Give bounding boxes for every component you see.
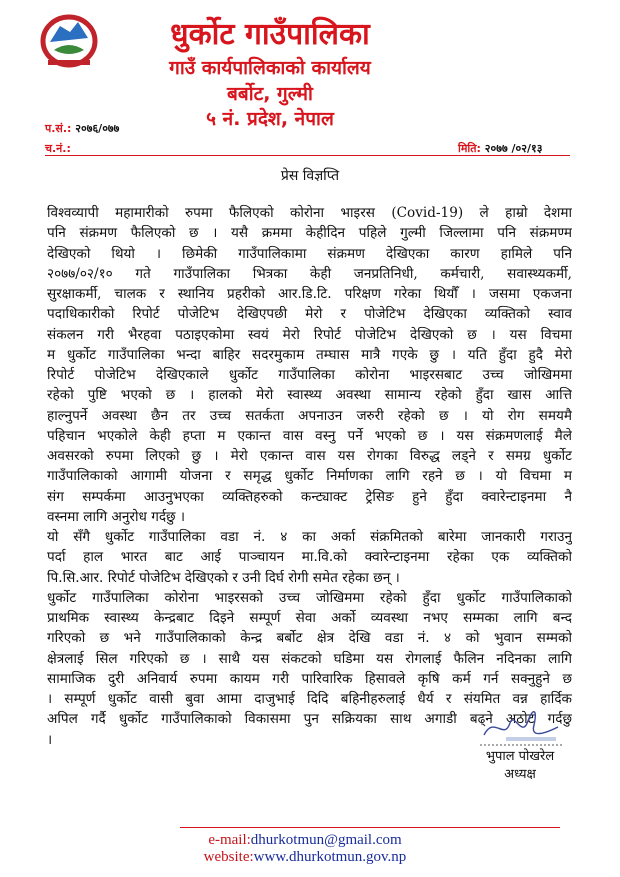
footer-email (180, 832, 430, 849)
body-line: । सम्पूर्ण धुर्कोट वासी बुवा आमा दाजुभाई दिदि बहिनीहरुलाई धैर्य र संयमित वन्न हार्दिक (47, 691, 572, 707)
office-name: गाउँ कार्यपालिकाको कार्यालय (169, 57, 371, 79)
body-line: सामाजिक दुरी अनिवार्य रुपमा कायम गरी पारिवारिक हिसावले कृषि कर्म गर्न सक्नुहुने छ (47, 670, 572, 687)
email-label: e-mail: (208, 832, 251, 848)
body-line: अपिल गर्दै धुर्कोट गाउँपालिकाको विकासमा पुन सक्रियका साथ अगाडी बढ्ने अठोट गर्दछु (47, 711, 572, 728)
body-line: क्षेत्रलाई सिल गरिएको छ । साथै यस संकटको घडिमा यस रोगलाई फैलिन नदिनका लागि (47, 650, 572, 667)
body-line: प्राथमिक स्वास्थ्य केन्द्रबाट दिइने सम्पूर्ण सेवा अर्को व्यवस्था नभए सम्मका लागि बन्द (47, 610, 572, 626)
signatory-title: अध्यक्ष (504, 767, 536, 782)
body-line: अवसरको रुपमा लिएको छु । मेरो एकान्त वास यस रोगका विरुद्ध लड्ने र समग्र धुर्कोट (47, 448, 572, 464)
signatory-name: भुपाल पोखरेल (485, 749, 555, 764)
footer-divider (180, 827, 560, 828)
body-line: गरिएको छ भने गाउँपालिकाको केन्द्र बर्बोट क्षेत्र देखि वडा नं. ४ को भुवान सम्मको (47, 630, 572, 647)
body-line: पहिचान भएकोले केही हप्ता म एकान्त वास वस्नु पर्ने भएको छ । यस संक्रमणलाई मैले (47, 427, 572, 444)
body-line: । (47, 731, 53, 748)
header-divider (45, 155, 570, 156)
body-line: देखिएको थियो । छिमेकी गाउँपालिकामा संक्रमण देखिएका कारण हामिले पनि (47, 245, 572, 262)
dispatch-number-label: च.नं.: (45, 142, 71, 155)
dispatch-number (45, 141, 71, 156)
ref-number (45, 121, 119, 136)
body-line: विश्वव्यापी महामारीको रुपमा फैलिएको कोरोना भाइरस (Covid-19) ले हाम्रो देशमा (47, 205, 572, 221)
body-line: म धुर्कोट गाउँपालिका भन्दा बाहिर सदरमुकाम तम्घास मात्रै गएके छु । यति हुँदा हुदै मेरो (47, 346, 572, 363)
body-line: पि.सि.आर. रिपोर्ट पोजेटिभ देखिएको र उनी दिर्घ रोगी समेत रहेका छन् । (47, 569, 400, 586)
body-line: धुर्कोट गाउँपालिका कोरोना भाइरसको उच्च जोखिममा रहेको हुँदा धुर्कोट गाउँपालिकाको (47, 589, 572, 606)
body-line: रिपोर्ट पोजेटिभ देखिएकाले धुर्कोट गाउँपालिका कोरोना भाइरसबाट उच्च जोखिममा (47, 367, 572, 383)
body-line: यो सँगै धुर्कोट गाउँपालिका वडा नं. ४ का अर्का संक्रमितको बारेमा जानकारी गराउनु (47, 529, 572, 545)
press-release-body (47, 203, 572, 750)
website-label: website: (203, 849, 254, 865)
date (458, 141, 542, 156)
body-line: सुरक्षाकर्मी, चालक र स्थानिय प्रहरीको आर.डि.टि. परिक्षण गरेका थियौँ । जसमा एकजना (47, 286, 572, 302)
ref-number-label: प.सं.: (45, 122, 72, 135)
body-line: हाल्नुपर्ने अवस्था छैन तर उच्च सतर्कता अपनाउन जरुरी रहेको छ । यो रोग समयमै (47, 407, 572, 424)
body-line: २०७७/०२/१० गते गाउँपालिका भित्रका केही जनप्रतिनिधी, कर्मचारी, सवास्थ्यकर्मी, (47, 265, 572, 282)
website-link[interactable]: www.dhurkotmun.gov.np (253, 849, 407, 865)
signature (476, 705, 566, 747)
body-line: पर्दा हाल भारत बाट आई पाञ्चायन मा.वि.को क्वारेन्टाइनमा रहेका एक व्यक्तिको (47, 549, 572, 566)
municipality-title: धुर्कोट गाउँपालिका (170, 17, 370, 52)
nepal-emblem-logo (40, 12, 98, 68)
body-line: वस्नमा लागि अनुरोध गर्दछु । (47, 508, 186, 525)
body-line: रहेको पुष्टि भएको छ । हालको मेरो स्वास्थ्य अवस्था सामान्य रहेको हुँदा खास आत्ति (47, 387, 572, 404)
province: ५ नं. प्रदेश, नेपाल (206, 108, 334, 130)
body-line: पनि संक्रमण फैलिएको छ । यसै क्रममा केहीदिन पहिले गुल्मी जिल्लामा पनि संक्रमण्म (47, 225, 572, 242)
office-location: बर्बोट, गुल्मी (227, 83, 313, 105)
date-value: २०७७ /०२/१३ (484, 142, 543, 155)
body-line: पदाधिकारीको रिपोर्ट पोजेटिभ देखिएपछी मेरो र पोजेटिभ देखिएका व्यक्तिको स्वाव (47, 306, 572, 323)
footer-website (180, 849, 430, 866)
body-line: गाउँपालिकाको आगामी योजना र समृद्ध धुर्कोट निर्माणका लागि रहने छ । यो विचमा म (47, 468, 572, 485)
body-line: संग सम्पर्कमा आउनुभएका व्यक्तिहरुको कन्ट्याक्ट ट्रेसिङ हुने हुँदा क्वारेन्टाइनमा नै (47, 488, 572, 505)
ref-number-value: २०७६/०७७ (75, 122, 120, 135)
body-line: संकलन गरी भैरहवा पठाइएकोमा स्वयं मेरो रिपोर्ट पोजेटिभ देखिएको छ । यस विचमा (47, 326, 572, 343)
date-label: मिति: (458, 142, 481, 155)
email-link[interactable]: dhurkotmun@gmail.com (250, 832, 402, 848)
document-title: प्रेस विज्ञप्ति (280, 168, 340, 184)
